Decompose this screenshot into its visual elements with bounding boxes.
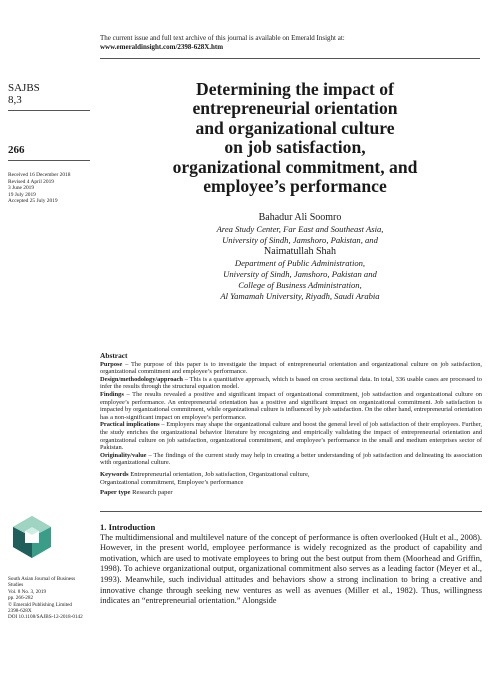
author-affiliation-2: Al Yamamah University, Riyadh, Saudi Arabia <box>220 291 380 301</box>
header-note <box>100 34 480 52</box>
date-received: Received 16 December 2018 <box>8 172 71 178</box>
journal-code: SAJBS <box>8 82 40 94</box>
abstract-label: Findings <box>100 390 124 398</box>
author-name-1: Bahadur Ali Soomro <box>258 212 342 223</box>
title-line: entrepreneurial orientation <box>192 98 398 119</box>
abstract-text: – The purpose of this paper is to investigate the impact of entrepreneurial orientation and organizational culture on job satisfaction, organizational commitment and employee’s performance. <box>100 360 482 376</box>
date-revised-3: 19 July 2019 <box>8 191 36 198</box>
author-affiliation-2: University of Sindh, Jamshoro, Pakistan and <box>223 269 377 279</box>
keywords-text-2: Organizational commitment, Employee’s performance <box>100 478 244 486</box>
pub-line: © Emerald Publishing Limited <box>8 601 73 608</box>
abstract-implications <box>100 421 482 451</box>
sidebar-divider-bottom <box>8 160 90 161</box>
abstract-text: – The results revealed a positive and significant impact of organizational commitment, job satisfaction and organizational culture on employee’s performance. An entrepreneurial orientation has a positive and significant impact on organizational commitment. Job satisfaction is impacted by organizational commitment, while organizational culture is influenced by job satisfaction. On the other hand, entrepreneurial orientation has a non-significant impact on employee’s performance. <box>100 390 482 421</box>
author-affiliation-1: Area Study Center, Far East and Southeast Asia, <box>216 224 384 234</box>
sidebar-journal-code <box>8 82 90 106</box>
abstract-label: Design/methodology/approach <box>100 375 183 383</box>
abstract-text: – The findings of the current study may help in creating a better understanding of job satisfaction and delineating its association with organizational culture. <box>100 451 482 467</box>
emerald-logo-icon <box>9 514 55 560</box>
header-divider <box>100 58 480 59</box>
publication-info <box>8 576 94 621</box>
keywords <box>100 471 482 487</box>
abstract-label: Practical implications <box>100 421 160 429</box>
abstract-purpose <box>100 361 482 376</box>
title-line: employee’s performance <box>203 176 387 197</box>
date-revised-1: Revised 4 April 2019 <box>8 178 54 185</box>
title-line: and organizational culture <box>195 117 395 138</box>
pub-line: South Asian Journal of Business <box>8 576 76 582</box>
article-title <box>120 80 470 196</box>
author-affiliation-2: College of Business Administration, <box>238 280 362 290</box>
author-block <box>160 212 440 302</box>
author-affiliation-1: University of Sindh, Jamshoro, Pakistan, and <box>222 235 378 245</box>
abstract-heading: Abstract <box>100 351 128 360</box>
abstract-originality <box>100 452 482 467</box>
pub-line: 2398-628X <box>8 608 32 615</box>
keywords-text: Entrepreneurial orientation, Job satisfaction, Organizational culture, <box>128 470 310 478</box>
abstract-section <box>100 352 482 497</box>
author-affiliation-2: Department of Public Administration, <box>234 258 366 268</box>
title-line: on job satisfaction, <box>224 137 366 158</box>
paper-type-value: Research paper <box>130 488 173 496</box>
pub-line: Vol. 8 No. 3, 2019 <box>8 588 47 595</box>
abstract-label: Originality/value <box>100 451 147 459</box>
abstract-divider <box>100 511 482 512</box>
date-accepted: Accepted 25 July 2019 <box>8 198 58 205</box>
introduction-section <box>100 522 482 607</box>
abstract-text: – Employers may shape the organizational culture and boost the general level of job satisfaction of their employees. Further, the study enriches the organizational behavior literature by recognizing and empirically validating the impact of entrepreneurial orientation and organizational culture on job satisfaction, organizational commitment, and employee’s performance in the small and medium enterprises sector of Pakistan. <box>100 421 482 452</box>
abstract-label: Purpose <box>100 360 123 368</box>
paper-type <box>100 489 482 497</box>
paper-type-label: Paper type <box>100 488 131 496</box>
header-note-text: The current issue and full text archive of this journal is available on Emerald Insight at: <box>100 34 345 42</box>
article-dates <box>8 172 98 205</box>
abstract-design <box>100 376 482 391</box>
volume-issue: 8,3 <box>8 94 22 106</box>
introduction-heading: 1. Introduction <box>100 522 156 532</box>
pub-line: DOI 10.1108/SAJBS-12-2018-0142 <box>8 614 83 621</box>
abstract-text: – This is a quantitative approach, which is based on cross sectional data. In total, 336 usable cases are processed to infer the results through the structural equation model. <box>100 375 482 391</box>
introduction-body: The multidimensional and multilevel nature of the concept of performance is often overlooked (Hult et al., 2008). However, in the present world, employee performance is widely recognized as the product of capability and motivation, which are used to motivate employees to bring out the best output from them (Moorhead and Griffin, 1998). To achieve organizational output, organizational commitment also serves as a leading factor (Meyer et al., 1993). Meanwhile, such individual attitudes and behaviors show a strong inclination to bring a creative and innovative change through seeking new ventures as well as avenues (Miller et al., 1982). Thus, willingness indicates an “entrepreneurial orientation.” Alongside <box>100 532 482 606</box>
pub-line: Studies <box>8 582 24 589</box>
author-name-2: Naimatullah Shah <box>264 246 336 257</box>
keywords-label: Keywords <box>100 470 129 478</box>
date-revised-2: 3 June 2019 <box>8 185 35 192</box>
title-line: Determining the impact of <box>196 79 394 99</box>
page-number: 266 <box>8 144 25 156</box>
title-line: organizational commitment, and <box>172 156 418 177</box>
sidebar-divider-top <box>8 110 90 111</box>
pub-line: pp. 266-282 <box>8 595 34 602</box>
abstract-findings <box>100 391 482 421</box>
header-url-link[interactable]: www.emeraldinsight.com/2398-628X.htm <box>100 43 224 51</box>
